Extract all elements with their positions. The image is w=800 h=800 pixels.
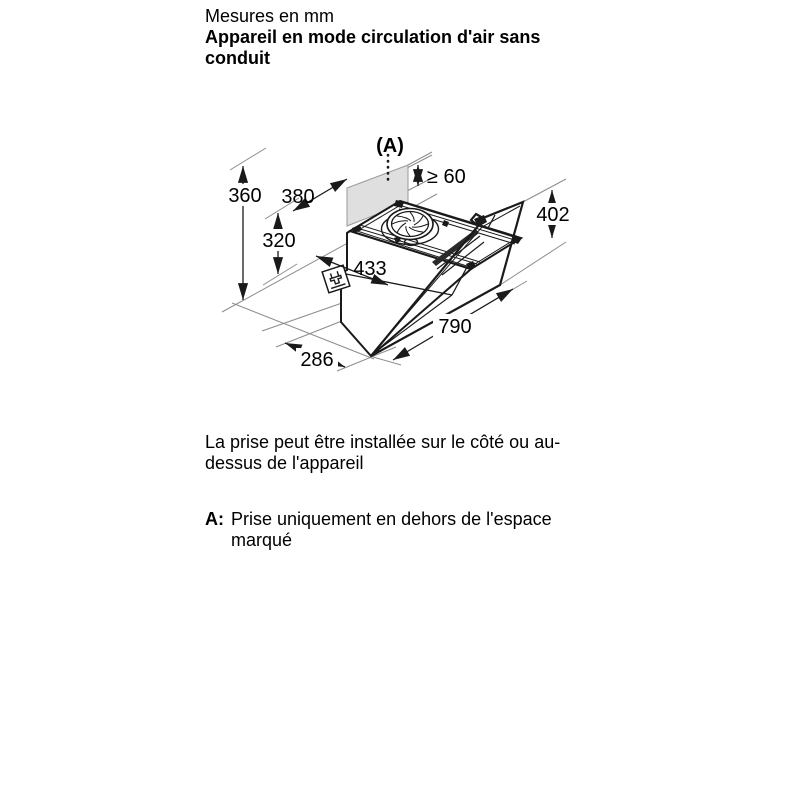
dimension-380 [281, 179, 347, 211]
page-title: Appareil en mode circulation d'air sans conduit [205, 27, 541, 68]
dim-label-360: 360 [228, 185, 262, 207]
dim-label-clearance: ≥ 60 [427, 166, 466, 188]
dimension-286 [285, 343, 345, 371]
dim-label-790: 790 [438, 316, 472, 338]
dim-label-433: 433 [353, 258, 387, 280]
measures-label: Mesures en mm [205, 6, 335, 26]
dimension-360 [226, 166, 264, 300]
dim-label-402: 402 [536, 204, 570, 226]
dim-label-380: 380 [281, 186, 315, 208]
dimension-clearance-60 [418, 165, 466, 188]
note-a [205, 509, 585, 551]
dim-label-286: 286 [300, 349, 334, 371]
dimension-320 [260, 213, 298, 274]
note-a-text: Prise uniquement en dehors de l'espace marqué [231, 509, 552, 550]
note-a-prefix: A: [205, 509, 224, 529]
point-a-label: (A) [376, 135, 404, 157]
dim-label-320: 320 [262, 230, 296, 252]
socket-position-note: La prise peut être installée sur le côté ou au-dessus de l'appareil [205, 432, 561, 473]
dimension-402 [532, 190, 574, 238]
